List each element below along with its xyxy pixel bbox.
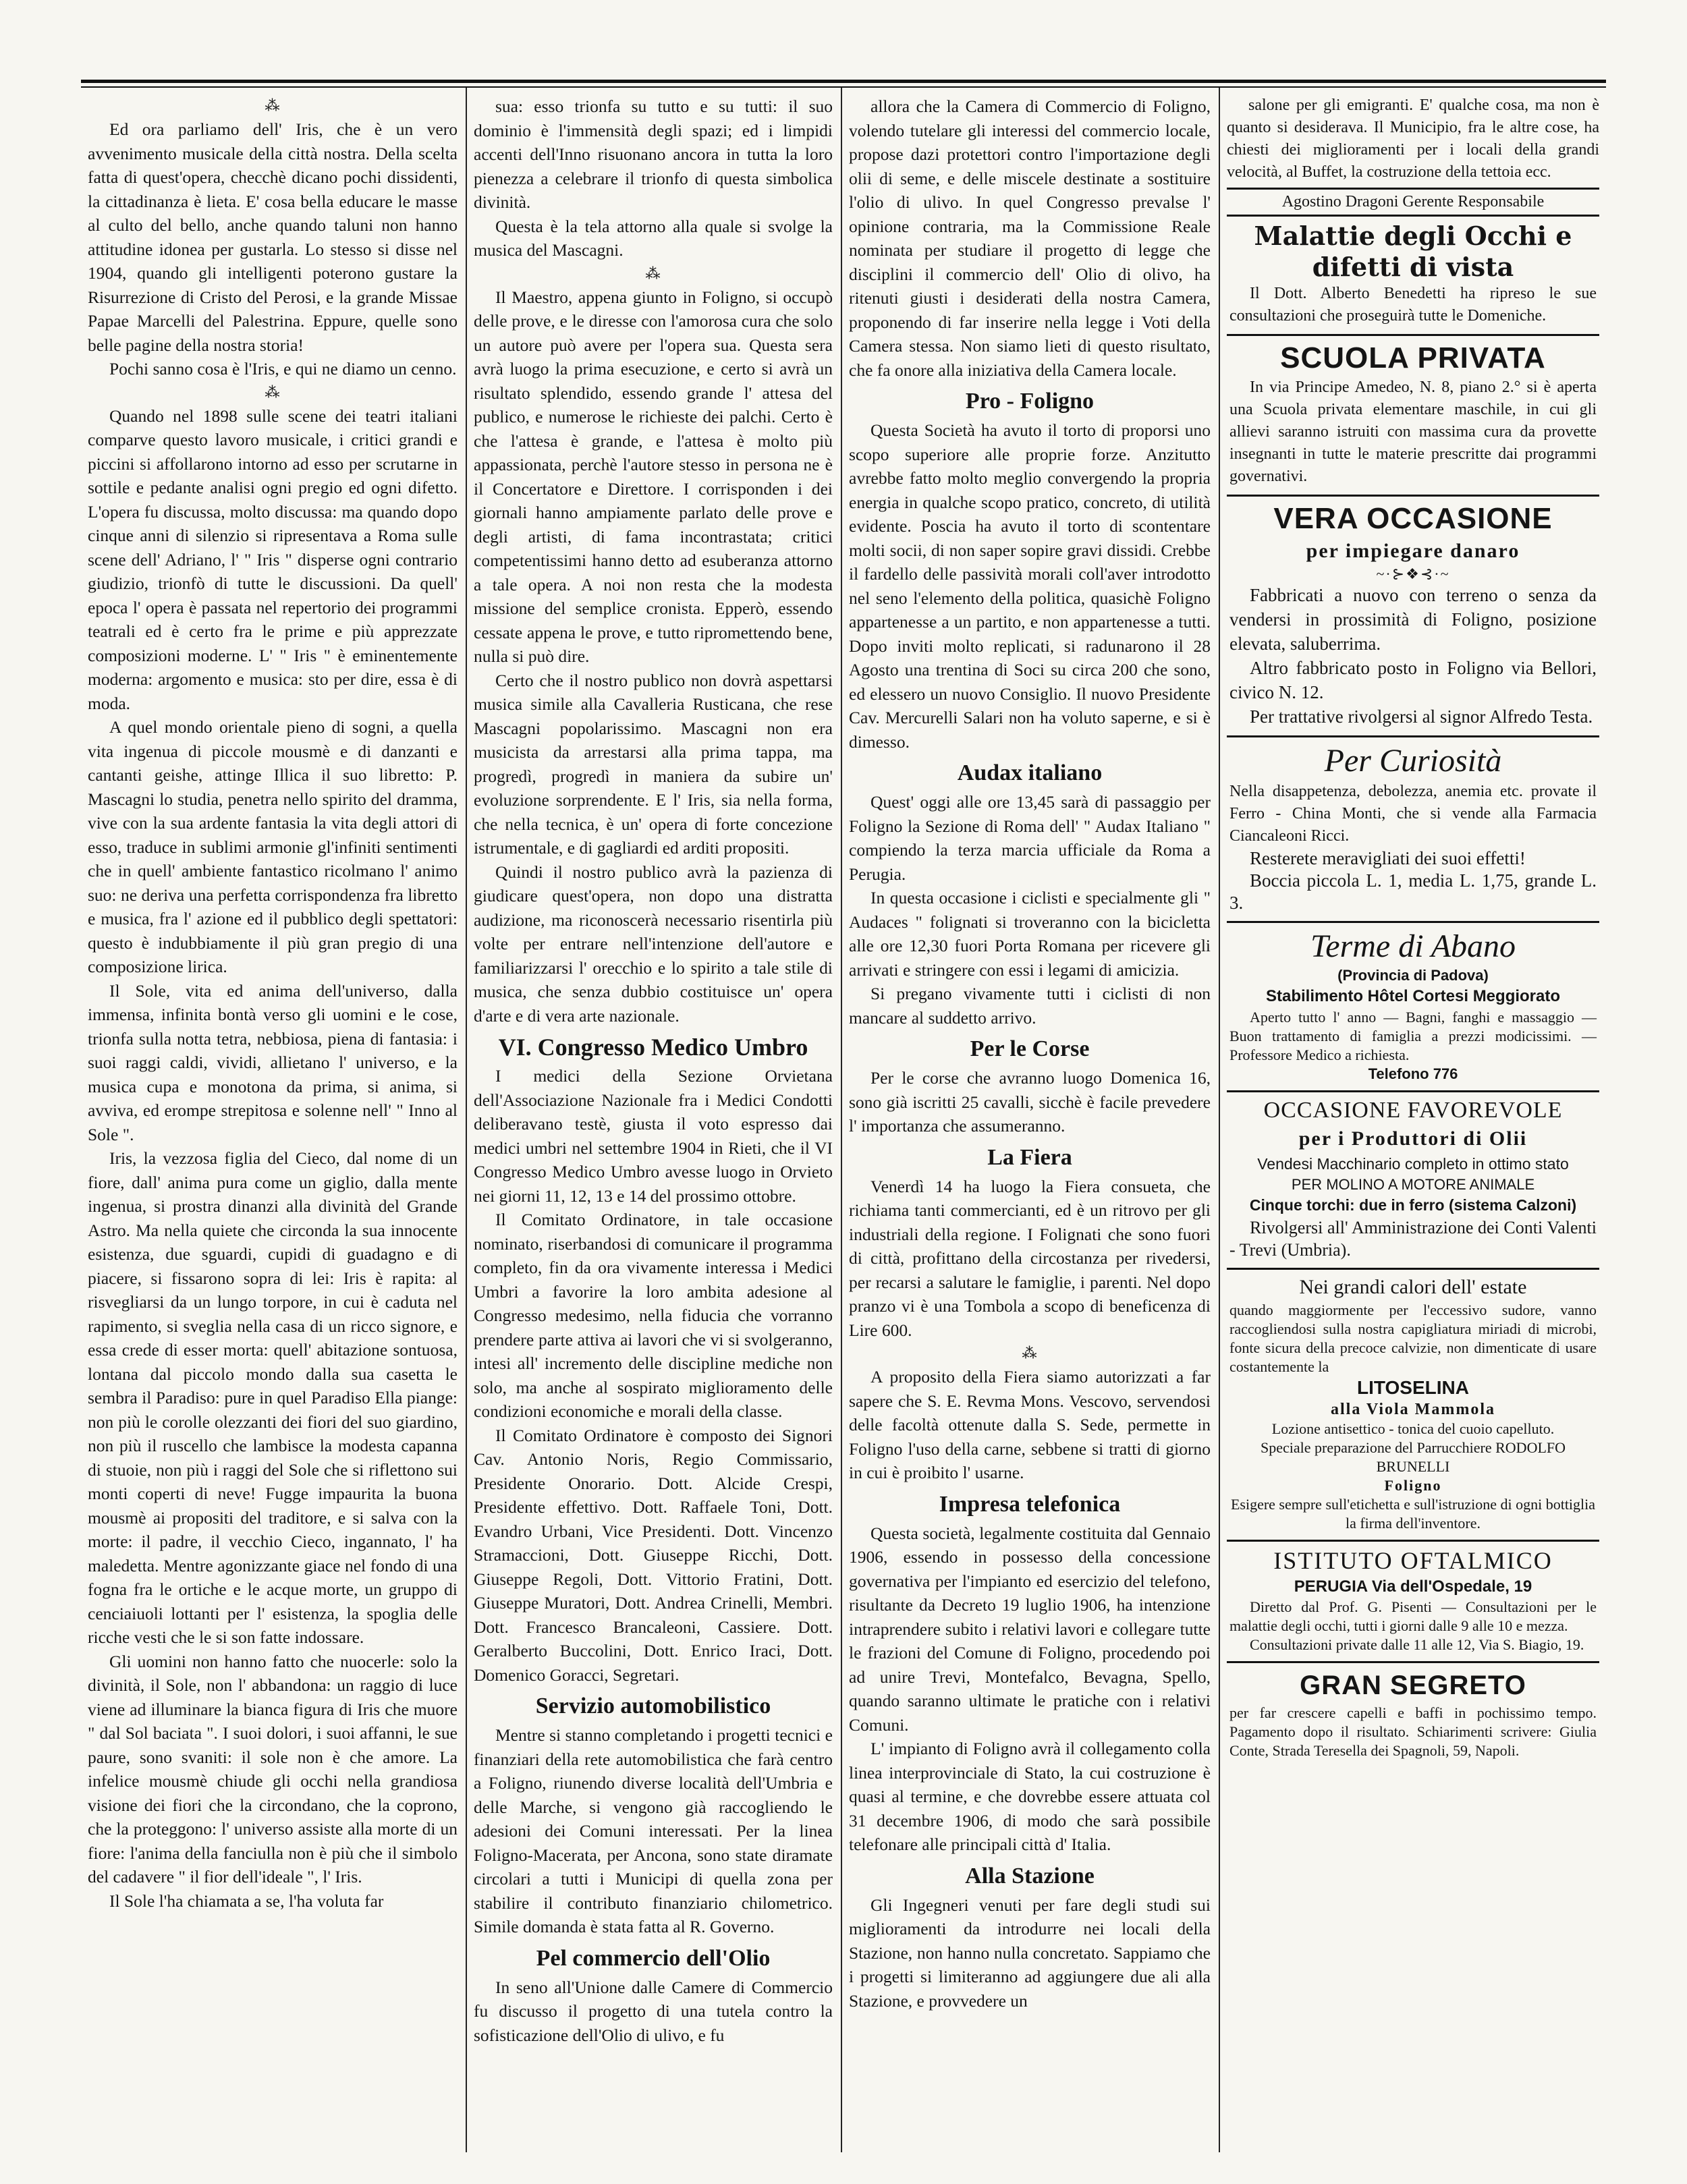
ornament: ~·⊱❖⊰·~ (1376, 565, 1450, 582)
asterism-divider: ⁂ (645, 264, 661, 282)
ad-text: Nella disappetenza, debolezza, anemia etc. provate il Ferro - China Monti, che si vende alla Farmacia Ciancaleoni Ricci. (1229, 783, 1597, 845)
article-paragraph: salone per gli emigranti. E' qualche cosa, ma non è quanto si desiderava. Il Municipio, fra le altre cose, ha chiesti dei miglioramenti per i locali della grandi velocità, al Buffet, la costruzione della tettoia ecc. (1227, 96, 1599, 181)
article-paragraph: I medici della Sezione Orvietana dell'Associazione Nazionale fra i Medici Condotti deliberavano testè, giusta il voto espresso dai medici umbri nel settembre 1904 in Rieti, che il VI Congresso Medico Umbro avesse luogo in Orvieto nei giorni 11, 12, 13 e 14 del prossimo ottobre. (474, 1066, 833, 1206)
ad-title: Malattie degli Occhi e difetti di vista (1254, 221, 1572, 282)
ad-per-curiosita (1227, 737, 1599, 923)
article-paragraph: Quindi il nostro publico avrà la pazienza di giudicare quest'opera, non dopo una distratta audizione, ma riconoscerà necessario risentirla più volte per entrare nell'intenzione dell'autore e familiarizzarsi l' orecchio e lo spirito a tale stile di musica, che senza dubbio costituisce un' opera d'arte e di vera arte nazionale. (474, 862, 833, 1026)
gerente-line (1227, 188, 1599, 217)
ad-title: Terme di Abano (1310, 928, 1516, 964)
ad-subtitle: per i Produttori di Olii (1298, 1127, 1528, 1150)
ad-subtitle: PERUGIA Via dell'Ospedale, 19 (1294, 1577, 1532, 1596)
section-heading: Per le Corse (970, 1036, 1090, 1061)
section-heading: Pel commercio dell'Olio (536, 1945, 771, 1971)
column-1 (88, 94, 458, 2146)
article-paragraph: Gli Ingegneri venuti per fare degli studi sui miglioramenti da introdurre nei locali della Stazione, non hanno nulla concretato. Sappiamo che i progetti si limiteranno ad aggiungere due ali alla Stazione, e provvedere un (849, 1895, 1211, 2011)
ad-text: Diretto dal Prof. G. Pisenti — Consultazioni per le malattie degli occhi, tutti i giorni dalle 9 alle 10 e mezza. (1229, 1598, 1597, 1634)
article-paragraph: Certo che il nostro publico non dovrà aspettarsi musica simile alla Cavalleria Rusticana, che rese Mascagni popolarissimo. Mascagni non era musicista da arrestarsi alla prima tappa, ma progredì, progredì in maniera da subire un' evoluzione sorprendente. E l' Iris, sia nella forma, che nella tecnica, è un' opera di forte concezione istrumentale, e di gagliardi ed arditi propositi. (474, 670, 833, 858)
asterism-divider: ⁂ (265, 97, 281, 114)
ad-gran-segreto (1227, 1663, 1599, 1767)
ad-line: Lozione antisettico - tonica del cuoio capelluto. (1271, 1420, 1555, 1437)
article-paragraph: Venerdì 14 ha luogo la Fiera consueta, che richiama tanti commercianti, ed è un ritrovo per gli industriali della regione. I Folignati che sono fuori di città, profittano della circostanza per rivedersi, per recarsi a salutare le famiglie, i parenti. Nel dopo pranzo vi è una Tombola a scopo di beneficenza di Lire 600. (849, 1176, 1211, 1340)
article-paragraph: Gli uomini non hanno fatto che nuocerle: solo la divinità, il Sole, non l' abbandona: un raggio di luce viene ad illuminare la bianca figura di Iris che muore " dal Sol baciata ". I suoi dolori, i suoi affanni, le sue paure, sono svaniti: il sole non è che amore. La infelice mousmè chiude gli occhi nella grandiosa visione dei fiori che la circondano, che la coprono, che la proteggono: l' universo assiste alla morte di un fiore: l'anima della fanciulla non è più che il simbolo del cadavere " il fior dell'ideale ", l' Iris. (88, 1651, 458, 1886)
ad-text: Fabbricati a nuovo con terreno o senza da vendersi in prossimità di Foligno, posizione elevata, saluberrima. (1229, 585, 1597, 654)
column-4-ads (1227, 94, 1599, 2146)
ad-title: VERA OCCASIONE (1273, 502, 1553, 535)
column-rule (841, 88, 842, 2152)
article-paragraph: Questa Società ha avuto il torto di proporsi uno scopo superiore alle proprie forze. Anzitutto avrebbe fatto molto meglio convergendo la propria energia in qualche scopo pratico, concreto, di utilità evidente. Poscia ha avuto il torto di scontentare molti socii, di non saper sopire gravi dissidi. Crebbe il fardello delle passività morali coll'aver introdotto nel seno l'elemento della politica, quasichè Foligno appartenesse a un partito, e non appartenesse a tutti. Dopo inviti molto replicati, si radunarono il 28 Agosto una trentina di Soci su circa 200 che sono, ed elessero un nuovo Consiglio. Il nuovo Presidente Cav. Mercurelli Salari non ha voluto saperne, e si è dimesso. (849, 420, 1211, 752)
article-paragraph: In questa occasione i ciclisti e specialmente gli " Audaces " folignati si troveranno con la bicicletta alle ore 12,30 fuori Porta Romana per ricevere gli arrivati e stringere con essi i legami di amicizia. (849, 888, 1211, 980)
ad-vera-occasione (1227, 497, 1599, 737)
article-paragraph: In seno all'Unione dalle Camere di Commercio fu discusso il progetto di una tutela contro la sofisticazione dell'Olio di ulivo, e fu (474, 1977, 833, 2045)
ad-litoselina (1227, 1270, 1599, 1542)
section-heading: Audax italiano (957, 760, 1103, 785)
ad-city: Foligno (1384, 1477, 1442, 1494)
article-paragraph: Il Maestro, appena giunto in Foligno, si occupò delle prove, e le diresse con l'amorosa cura che solo un autore può avere per l'opera sua. Questa sera avrà luogo la prima esecuzione, e certo si avrà un risultato splendido, essendo grande l' attesa del publico, e numerose le richieste dei palchi. Certo è che l'attesa è grande, e l'attesa è molto più appassionata, perchè l'autore stesso in persona ne è il Concertatore e Direttore. I corrisponden i dei giornali hanno ampiamente parlato delle prove e degli artisti, di fama incontrastata; critici competentissimi hanno detto ad esuberanza attorno a tale opera. A noi non resta che la modesta missione del semplice cronista. Epperò, essendo cessate appena le prove, e tutto ripromettendo bene, nulla si può dire. (474, 287, 833, 666)
article-paragraph: Mentre si stanno completando i progetti tecnici e finanziari della rete automobilistica che farà centro a Foligno, riunendo diverse località dell'Umbria e delle Marche, si vengono già raccogliendo le adesioni dei Comuni interessati. Per la linea Foligno-Macerata, per Ancona, sono state diramate circolari a tutti i Municipi di quella zona per stabilire il contributo finanziario chilometrico. Simile domanda è stata fatta al R. Governo. (474, 1725, 833, 1936)
section-heading: Pro - Foligno (965, 389, 1095, 414)
ad-text: Altro fabbricato posto in Foligno via Bellori, civico N. 12. (1229, 658, 1597, 702)
ad-terme-abano (1227, 923, 1599, 1092)
article-paragraph: Quest' oggi alle ore 13,45 sarà di passaggio per Foligno la Sezione di Roma dell' " Audax Italiano " compiendo la terza marcia ufficiale da Roma a Perugia. (849, 792, 1211, 884)
article-paragraph: Il Comitato Ordinatore, in tale occasione nominato, riserbandosi di comunicare il programma completo, fin da ora vivamente interessa i Medici Umbri a favorire la loro ambita adesione al Congresso medesimo, nella fiducia che vorranno prendere parte attiva ai lavori che vi si svolgeranno, intesi all' incremento delle discipline mediche non solo, ma anche al sospirato miglioramento delle condizioni economiche e morali della classe. (474, 1210, 833, 1421)
ad-text: Per trattative rivolgersi al signor Alfredo Testa. (1250, 706, 1593, 727)
column-rule (1219, 88, 1220, 2152)
section-heading: Servizio automobilistico (535, 1693, 771, 1718)
article-paragraph: Pochi sanno cosa è l'Iris, e qui ne diamo un cenno. (109, 359, 457, 379)
ad-subtitle: (Provincia di Padova) (1337, 967, 1489, 984)
ad-subtitle: per impiegare danaro (1306, 540, 1520, 562)
article-paragraph: Iris, la vezzosa figlia del Cieco, dal nome di un fiore, dall' anima pura come un giglio, dalla mente ingenua, si prostra dinanzi alla divinità del Grande Astro. Ma nella quiete che circonda la sua innocente esistenza, due sguardi, cupidi di guadagno e di piacere, si fissarono sopra di lei: Iris è rapita: al risvegliarsi da un lungo torpore, in cui è caduta nel rapimento, si sveglia nella casa di un ricco signore, e essa crede di esser morta: quell' abitazione sontuosa, lontana dal piccolo mondo dalla sua casetta le sembra il Paradiso: pure in quel Paradiso Ella piange: non più le corolle olezzanti dei fiori del suo giardino, non più il ruscello che lambisce la modesta capanna di stuoie, non più i raggi del Sole che si riflettono sui monti coperti di neve! Fugge impaurita la buona mousmè ai propositi del traditore, e si salva con la morte: il padre, il vecchio Cieco, ingannato, l' ha maledetta. Mentre agonizzante giace nel fondo di una fogna fra le ortiche e le acque morte, un gruppo di cenciaiuoli lottanti per l' esistenza, la spoglia delle ricche vesti che le si son fatte indossare. (88, 1148, 458, 1647)
article-paragraph: Questa società, legalmente costituita dal Gennaio 1906, essendo in possesso della concessione governativa per l'impianto ed esercizio del telefono, risultante da Decreto 19 luglio 1906, ha intenzione intraprendere subito i relativi lavori e collegare tutte le frazioni del Comune di Foligno, procedendo poi ad unire Trevi, Montefalco, Bevagna, Spello, quando saranno ultimate le pratiche con i relativi Comuni. (849, 1523, 1211, 1735)
ad-line: Esigere sempre sull'etichetta e sull'istruzione di ogni bottiglia la firma dell'inventore. (1230, 1496, 1596, 1532)
section-heading: Impresa telefonica (939, 1491, 1121, 1517)
section-heading: Alla Stazione (965, 1863, 1095, 1888)
ad-telephone: Telefono 776 (1368, 1065, 1458, 1082)
article-paragraph: Ed ora parliamo dell' Iris, che è un vero avvenimento musicale della città nostra. Della scelta fatta di quest'opera, checchè dicano pochi dissidenti, la cittadinanza è lieta. E' cosa bella educare le masse al culto del bello, anche quando taluni non hanno attitudine idonea per gustarla. Lo stesso si disse nel 1904, quando gli intelligenti poterono gustare la Risurrezione di Cristo del Perosi, e la grande Missae Papae Marcelli del Palestrina. Eppure, quelle sono belle pagine della nostra storia! (88, 119, 458, 355)
ad-title: SCUOLA PRIVATA (1280, 341, 1546, 374)
ad-line: Vendesi Macchinario completo in ottimo stato (1257, 1155, 1569, 1173)
section-heading: La Fiera (987, 1144, 1072, 1170)
article-paragraph: A quel mondo orientale pieno di sogni, a quella vita ingenua di piccole mousmè e di danzanti e cantanti geishe, attinge Illica il suo libretto: P. Mascagni lo studia, penetra nello spirito del dramma, vive con la sua ardente fantasia la vita degli attori di esso, traduce in sublimi armonie gl'infiniti sentimenti che in quell' ambiente fantastico ricolmano l' animo suo: ne deriva una perfetta corrispondenza fra libretto e musica, fra l' azione ed il pubblico degli spettatori: questo è indubbiamente il più gran pregio di una composizione lirica. (88, 717, 458, 976)
asterism-divider: ⁂ (265, 383, 281, 401)
article-paragraph: Quando nel 1898 sulle scene dei teatri italiani comparve questo lavoro musicale, i critici grandi e piccini si affollarono intorno ad esso per scrutarne in sottile e pedante analisi ogni pregio ed ogni difetto. L'opera fu discussa, molto discussa: ma quando dopo cinque anni di silenzio si ripresentava a Roma sulle scene dell' Adriano, l' " Iris " disperse ogni contrario giudizio, trionfò di tutte le discussioni. Da quell' epoca l' opera è passata nel repertorio dei programmi teatrali ed è certo fra le prime e più apprezzate composizioni moderne. L' " Iris " è eminentemente moderna: argomento e musica: sto per dire, essa è di moda. (88, 405, 458, 713)
ad-title: Nei grandi calori dell' estate (1299, 1276, 1527, 1298)
ad-istituto-oftalmico (1227, 1542, 1599, 1663)
ad-text: Boccia piccola L. 1, media L. 1,75, grande L. 3. (1229, 870, 1597, 913)
ad-text: In via Principe Amedeo, N. 8, piano 2.° si è aperta una Scuola privata elementare maschile, in cui gli allievi saranno istruiti con massima cura da provette insegnanti in tutte le materie prescritte dai programmi governativi. (1229, 379, 1597, 485)
article-paragraph: Per le corse che avranno luogo Domenica 16, sono già iscritti 25 cavalli, sicchè è facile prevedere l' importanza che assumeranno. (849, 1068, 1211, 1136)
ad-title: Per Curiosità (1324, 743, 1502, 779)
ad-text: Resterete meravigliati dei suoi effetti! (1250, 848, 1526, 868)
ad-text: quando maggiormente per l'eccessivo sudore, vanno raccogliendosi sulla nostra capigliatura miriadi di microbi, fonte sicura della precoce calvizie, non dimenticate di usare costantemente la (1229, 1301, 1597, 1375)
article-paragraph: L' impianto di Foligno avrà il collegamento colla linea interprovinciale di Stato, la cui costruzione è quasi al termine, e che dovrebbe essere attuata col 31 decembre 1906, di modo che sarà possibile telefonare alle principali città d' Italia. (849, 1739, 1211, 1854)
ad-hotel: Stabilimento Hôtel Cortesi Meggiorato (1265, 987, 1561, 1005)
article-paragraph: Si pregano vivamente tutti i ciclisti di non mancare al suddetto arrivo. (849, 984, 1211, 1028)
ad-title: ISTITUTO OFTALMICO (1273, 1547, 1553, 1574)
asterism-divider: ⁂ (1022, 1345, 1038, 1362)
ad-malattie-occhi (1227, 217, 1599, 336)
product-name: LITOSELINA (1357, 1377, 1469, 1398)
column-3 (849, 94, 1211, 2146)
article-paragraph: Il Comitato Ordinatore è composto dei Signori Cav. Antonio Noris, Regio Commissario, Presidente Onorario. Dott. Alcide Crespi, Presidente effettivo. Dott. Raffaele Toni, Dott. Evandro Urbani, Vice Presidenti. Dott. Vincenzo Stramaccioni, Dott. Giuseppe Ricchi, Dott. Giuseppe Regoli, Dott. Vittorio Fratini, Dott. Giuseppe Muratori, Dott. Andrea Crinelli, Membri. Dott. Francesco Brancaleoni, Cassiere. Dott. Geralberto Buccolini, Dott. Enrico Iraci, Dott. Domenico Goracci, Segretari. (474, 1425, 833, 1685)
ad-text: Rivolgersi all' Amministrazione dei Conti Valenti - Trevi (Umbria). (1229, 1218, 1597, 1260)
section-heading: VI. Congresso Medico Umbro (498, 1034, 808, 1061)
top-rule-thin (81, 86, 1606, 88)
article-paragraph: Il Sole, vita ed anima dell'universo, dalla immensa, infinita bontà verso gli uomini e le cose, trionfa sulla notta tetra, nebbiosa, piena di fantasia: i suoi raggi caldi, vividi, allietano l' universo, e la musica cupa e monotona da prima, si anima, si avviva, ed erompe strepitosa e solenne nell' " Inno al Sole ". (88, 980, 458, 1144)
ad-title: OCCASIONE FAVOREVOLE (1263, 1098, 1563, 1123)
ad-occasione-favorevole (1227, 1092, 1599, 1270)
ad-title: GRAN SEGRETO (1300, 1671, 1526, 1700)
ad-text: Aperto tutto l' anno — Bagni, fanghi e massaggio — Buon trattamento di famiglia a prezzi modicissimi. — Professore Medico a richiesta. (1229, 1009, 1597, 1063)
product-subtitle: alla Viola Mammola (1331, 1401, 1495, 1418)
ad-scuola-privata (1227, 336, 1599, 497)
article-paragraph: allora che la Camera di Commercio di Foligno, volendo tutelare gli interessi del commercio locale, propose dazi protettori contro l'importazione degli olii di seme, e delle miscele destinate a sostituire l'olio di ulivo. In quel Congresso prevalse l' opinione contraria, ma la Commissione Reale nominata per studiare il progetto di legge che disciplini il commercio dell' Olio di olivo, ha ritenuti giusti i desiderati della nostra Camera, proponendo di far inserire nella legge i Voti della Camera stessa. Non siamo lieti di questo risultato, che fa onore alla iniziativa della Camera locale. (849, 96, 1211, 380)
ad-line: PER MOLINO A MOTORE ANIMALE (1291, 1176, 1535, 1193)
gerente-text: Agostino Dragoni Gerente Responsabile (1281, 193, 1545, 211)
ad-line: Speciale preparazione del Parrucchiere RODOLFO BRUNELLI (1260, 1439, 1566, 1475)
ad-text: per far crescere capelli e baffi in pochissimo tempo. Pagamento dopo il risultato. Schiarimenti scrivere: Giulia Conte, Strada Teresella dei Spagnoli, 59, Napoli. (1229, 1704, 1597, 1759)
ad-text: Il Dott. Alberto Benedetti ha ripreso le sue consultazioni che proseguirà tutte le Domeniche. (1229, 285, 1597, 325)
column-2 (474, 94, 833, 2146)
ad-line: Cinque torchi: due in ferro (sistema Calzoni) (1249, 1196, 1577, 1214)
article-paragraph: sua: esso trionfa su tutto e su tutti: il suo dominio è l'immensità degli spazi; ed i limpidi accenti dell'Inno risuonano ancora in tutta la loro pienezza a celebrare il trionfo di questa simbolica divinità. (474, 96, 833, 212)
article-paragraph: Il Sole l'ha chiamata a se, l'ha voluta far (109, 1891, 384, 1911)
article-paragraph: Questa è la tela attorno alla quale si svolge la musica del Mascagni. (474, 216, 833, 260)
ad-text: Consultazioni private dalle 11 alle 12, Via S. Biagio, 19. (1250, 1636, 1584, 1653)
column-rule (466, 88, 467, 2152)
article-paragraph: A proposito della Fiera siamo autorizzati a far sapere che S. E. Revma Mons. Vescovo, servendosi delle facoltà ottenute dalla S. Sede, permette in Foligno l'uso della carne, sebbene si tratti di giorno in cui è proibito l' usarne. (849, 1367, 1211, 1482)
top-rule (81, 80, 1606, 83)
